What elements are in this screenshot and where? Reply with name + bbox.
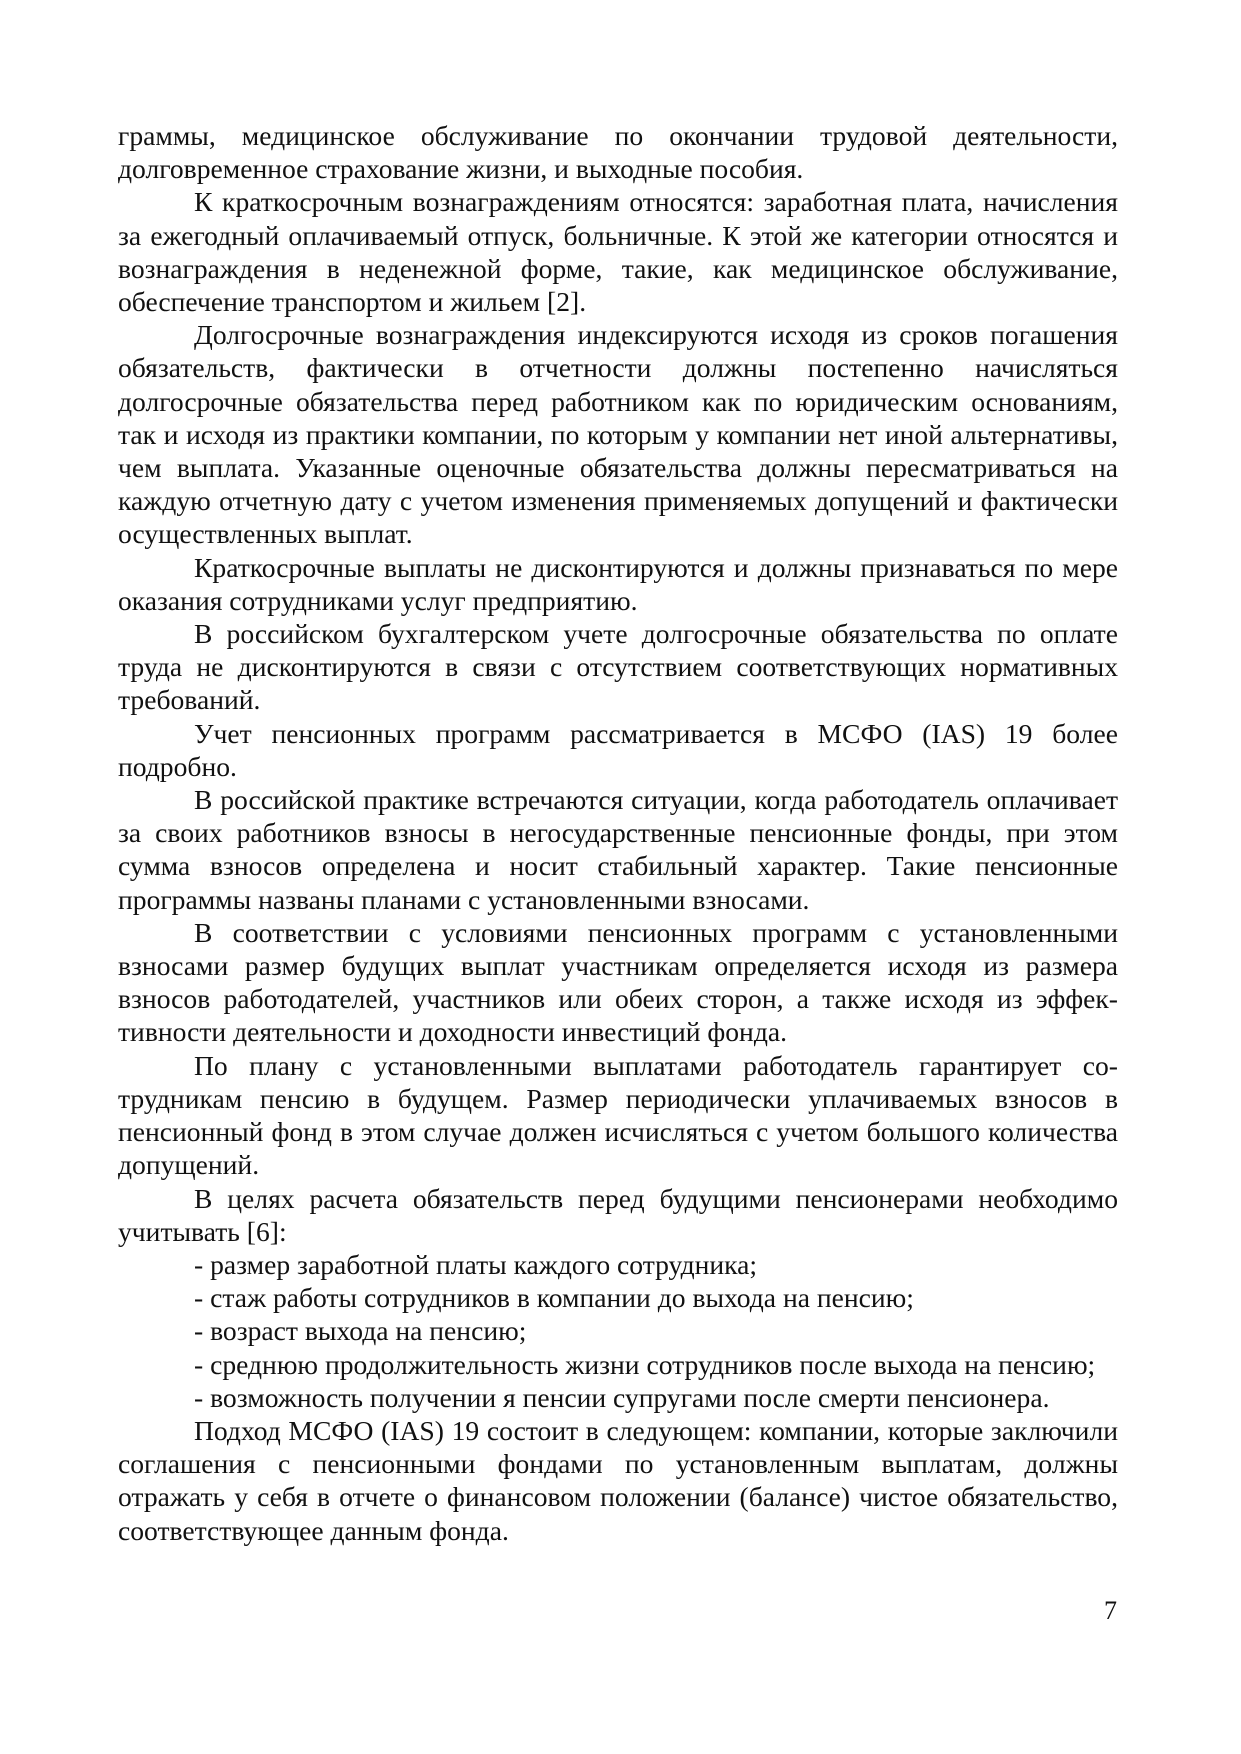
paragraph-long-term-benefits: Долгосрочные вознаграждения индексируются исходя из сроков погашения обязательств, фактически в отчетности должны постепенно начисляться долгосрочные обязательства перед работником как по юридическим основаниям, так и исходя из практики компании, по которым у компании нет иной альтернативы, чем выплата. Указанные оценочные обязательства должны пересматриваться на каждую отчетную дату с учетом изменения применяемых допущений и фактически осуществленных выплат. xyxy=(118,319,1118,550)
paragraph-continuation: граммы, медицинское обслуживание по окончании трудовой деятельности, долговременное страхование жизни, и выходные пособия. xyxy=(118,120,1118,185)
list-item: - размер заработной платы каждого сотрудника; xyxy=(194,1248,758,1280)
paragraph-russian-practice: В российской практике встречаются ситуации, когда работодатель оплачивает за своих работников взносы в негосударственные пенсионные фонды, при этом сумма взносов определена и носит стабильный характер. Такие пенсионные программы названы планами с установленными взносами. xyxy=(118,784,1118,915)
list-item: - возможность получении я пенсии супругами после смерти пенсионера. xyxy=(194,1381,1050,1413)
paragraph-defined-benefits: По плану с установленными выплатами работодатель гарантирует сотрудникам пенсию в будущем. Размер периодически уплачиваемых взносов в пенсионный фонд в этом случае должен исчисляться с учетом большого количества допущений. xyxy=(118,1049,1118,1181)
page-number: 7 xyxy=(1104,1596,1117,1625)
paragraph-russian-accounting: В российском бухгалтерском учете долгосрочные обязательства по оплате труда не дисконтируются в связи с отсутствием соответствующих нормативных требований. xyxy=(118,618,1118,716)
paragraph-obligations-calculation: В целях расчета обязательств перед будущими пенсионерами необходимо учитывать [6]: xyxy=(118,1182,1118,1247)
paragraph-short-term-benefits: К краткосрочным вознаграждениям относятся: заработная плата, начисления за ежегодный оплачиваемый отпуск, больничные. К этой же категории относятся и вознаграждения в неденежной форме, такие, как медицинское обслуживание, обеспечение транспортом и жильем [2]. xyxy=(118,186,1118,318)
paragraph-ias19-approach: Подход МСФО (IAS) 19 состоит в следующем: компании, которые заключили соглашения с пенсионными фондами по установленным выплатам, должны отражать у себя в отчете о финансовом положении (балансе) чистое обязательство, соответствующее данным фонда. xyxy=(118,1414,1118,1546)
list-item: - среднюю продолжительность жизни сотрудников после выхода на пенсию; xyxy=(194,1348,1096,1380)
paragraph-pension-programs: Учет пенсионных программ рассматривается в МСФО (IAS) 19 более подробно. xyxy=(118,717,1118,782)
document-body xyxy=(118,119,1118,1547)
list-item: - стаж работы сотрудников в компании до выхода на пенсию; xyxy=(194,1282,914,1314)
list-item: - возраст выхода на пенсию; xyxy=(194,1315,527,1347)
paragraph-defined-contributions: В соответствии с условиями пенсионных программ с установленными взносами размер будущих выплат участникам определяется исходя из размера взносов работодателей, участников или обеих сторон, а также исходя из эффективности деятельности и доходности инвестиций фонда. xyxy=(118,916,1118,1048)
paragraph-short-term-payments: Краткосрочные выплаты не дисконтируются и должны признаваться по мере оказания сотрудниками услуг предприятию. xyxy=(118,551,1118,616)
